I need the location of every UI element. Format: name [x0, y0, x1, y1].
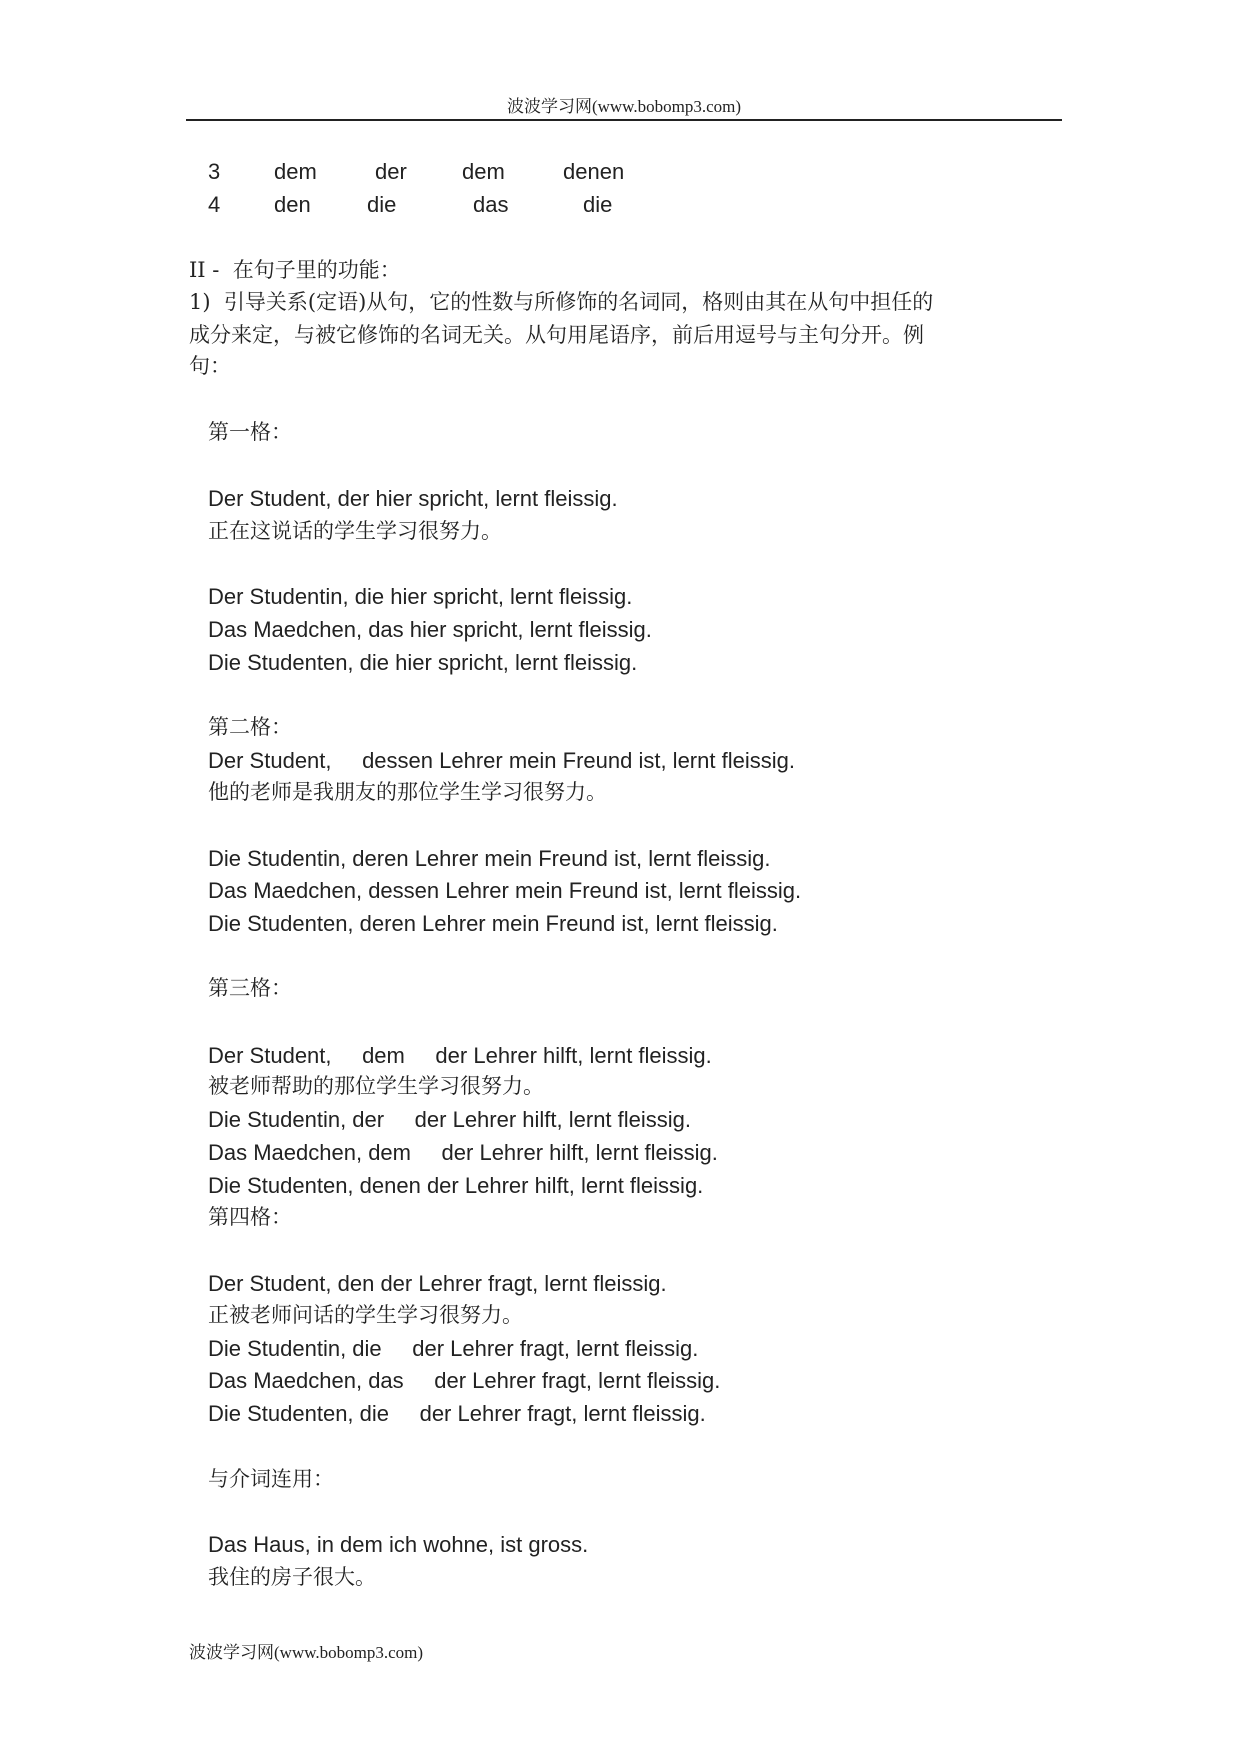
example-sentence: Das Maedchen, dessen Lehrer mein Freund ist, lernt fleissig.	[208, 878, 802, 903]
example-sentence: Das Maedchen, das hier spricht, lernt fleissig.	[208, 617, 652, 642]
table-cell: dem	[274, 159, 317, 184]
example-sentence: Die Studentin, der der Lehrer hilft, lernt fleissig.	[208, 1107, 692, 1132]
table-cell: 4	[208, 192, 221, 217]
translation: 正被老师问话的学生学习很努力。	[208, 1303, 523, 1327]
example-sentence: Die Studentin, die der Lehrer fragt, lernt fleissig.	[208, 1336, 699, 1361]
table-cell: denen	[563, 159, 625, 184]
translation: 他的老师是我朋友的那位学生学习很努力。	[208, 780, 607, 804]
example-sentence: Die Studenten, die hier spricht, lernt fleissig.	[208, 650, 638, 675]
paragraph-line: 句：	[189, 354, 231, 378]
case-heading: 第四格：	[208, 1205, 292, 1229]
page-header: 波波学习网(www.bobomp3.com)	[506, 97, 742, 116]
paragraph-line: 1) 引导关系(定语)从句，它的性数与所修饰的名词同，格则由其在从句中担任的	[189, 290, 934, 314]
header-rule	[186, 119, 1062, 121]
table-cell: 3	[208, 159, 221, 184]
section-heading: II - 在句子里的功能：	[189, 258, 401, 282]
case-heading: 第一格：	[208, 420, 292, 444]
example-sentence: Der Student, dem der Lehrer hilft, lernt fleissig.	[208, 1043, 712, 1068]
table-cell: die	[583, 192, 613, 217]
table-cell: der	[375, 159, 407, 184]
example-sentence: Der Studentin, die hier spricht, lernt fleissig.	[208, 584, 633, 609]
table-cell: dem	[462, 159, 505, 184]
example-sentence: Die Studenten, deren Lehrer mein Freund ist, lernt fleissig.	[208, 911, 778, 936]
example-sentence: Die Studenten, die der Lehrer fragt, lernt fleissig.	[208, 1401, 706, 1426]
translation: 正在这说话的学生学习很努力。	[208, 519, 502, 543]
example-sentence: Der Student, dessen Lehrer mein Freund ist, lernt fleissig.	[208, 748, 795, 773]
case-heading: 第二格：	[208, 715, 292, 739]
paragraph-line: 成分来定，与被它修饰的名词无关。从句用尾语序，前后用逗号与主句分开。例	[189, 323, 924, 347]
section-heading: 与介词连用：	[208, 1467, 334, 1491]
example-sentence: Das Maedchen, das der Lehrer fragt, lernt fleissig.	[208, 1368, 721, 1393]
table-cell: das	[473, 192, 509, 217]
example-sentence: Der Student, der hier spricht, lernt fleissig.	[208, 486, 618, 511]
table-cell: die	[367, 192, 397, 217]
case-heading: 第三格：	[208, 976, 292, 1000]
example-sentence: Das Maedchen, dem der Lehrer hilft, lernt fleissig.	[208, 1140, 718, 1165]
table-cell: den	[274, 192, 311, 217]
translation: 被老师帮助的那位学生学习很努力。	[208, 1074, 544, 1098]
example-sentence: Der Student, den der Lehrer fragt, lernt fleissig.	[208, 1271, 667, 1296]
example-sentence: Die Studenten, denen der Lehrer hilft, lernt fleissig.	[208, 1173, 704, 1198]
translation: 我住的房子很大。	[208, 1565, 376, 1589]
example-sentence: Die Studentin, deren Lehrer mein Freund ist, lernt fleissig.	[208, 846, 771, 871]
example-sentence: Das Haus, in dem ich wohne, ist gross.	[208, 1532, 589, 1557]
page-footer: 波波学习网(www.bobomp3.com)	[189, 1643, 424, 1662]
